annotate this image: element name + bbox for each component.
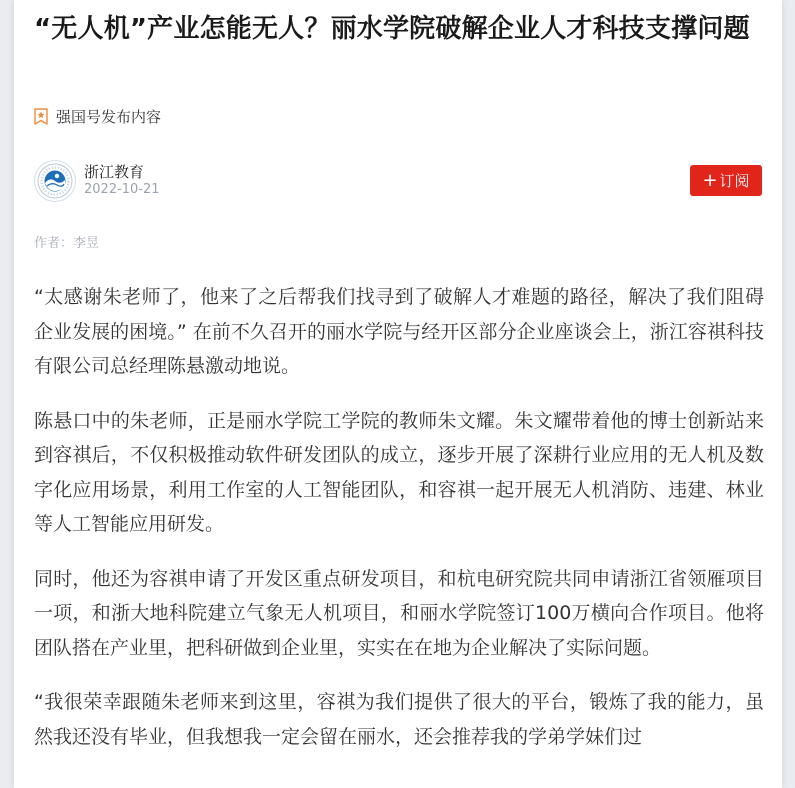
article-body: [34, 280, 764, 774]
article-paragraph: 陈悬口中的朱老师，正是丽水学院工学院的教师朱文耀。朱文耀带着他的博士创新站来到容祺后，不仅积极推动软件研发团队的成立，逐步开展了深耕行业应用的无人机及数字化应用场景，利用工作室的人工智能团队，和容祺一起开展无人机消防、违建、林业等人工智能应用研发。: [34, 409, 764, 535]
source-label-row: [34, 104, 161, 128]
article-paragraph: “我很荣幸跟随朱老师来到这里，容祺为我们提供了很大的平台，锻炼了我的能力，虽然我还没有毕业，但我想我一定会留在丽水，还会推荐我的学弟学妹们过: [34, 691, 764, 748]
subscribe-button[interactable]: [690, 165, 762, 196]
article-byline: 作者：李昱: [34, 236, 100, 251]
subscribe-label: 订阅: [719, 172, 750, 190]
article-title: “无人机”产业怎能无人？丽水学院破解企业人才科技支撑问题: [34, 14, 750, 44]
zhejiang-education-logo-icon: [35, 161, 75, 201]
article-paragraph: “太感谢朱老师了，他来了之后帮我们找寻到了破解人才难题的路径，解决了我们阻碍企业发展的困境。” 在前不久召开的丽水学院与经开区部分企业座谈会上，浙江容祺科技有限公司总经理陈悬激动地说。: [34, 286, 764, 377]
article-page: [14, 0, 782, 788]
article-paragraph: 同时，他还为容祺申请了开发区重点研发项目，和杭电研究院共同申请浙江省领雁项目一项，和浙大地科院建立气象无人机项目，和丽水学院签订100万横向合作项目。他将团队搭在产业里，把科研做到企业里，实实在在地为企业解决了实际问题。: [34, 567, 764, 659]
bookmark-star-icon: [34, 108, 48, 125]
source-label: 强国号发布内容: [56, 107, 162, 126]
author-name[interactable]: 浙江教育: [84, 163, 145, 181]
plus-icon: +: [702, 169, 718, 191]
avatar[interactable]: [34, 160, 76, 202]
author-bar: [34, 158, 762, 202]
publish-date: 2022-10-21: [84, 182, 160, 197]
